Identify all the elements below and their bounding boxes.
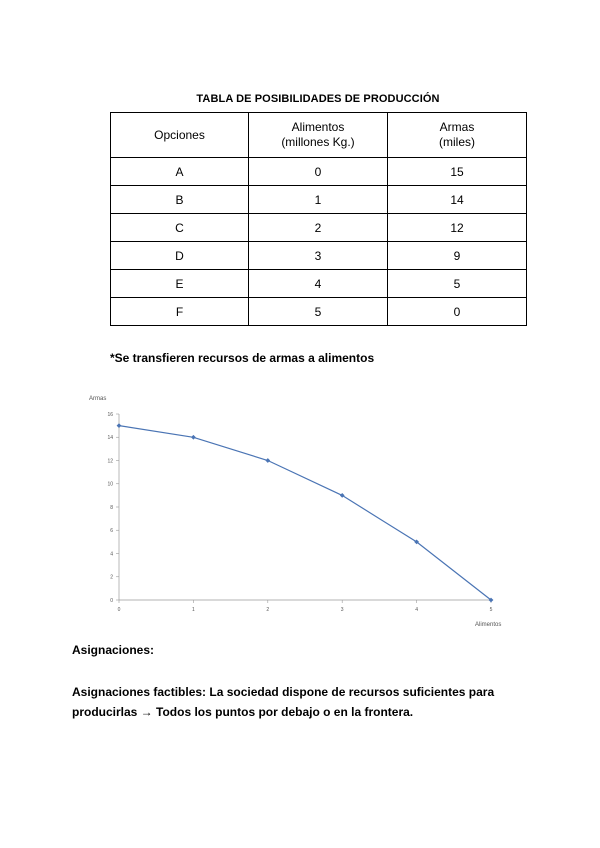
cell-alimentos: 0 — [249, 158, 388, 186]
production-possibilities-table — [110, 112, 527, 326]
section-heading: Asignaciones: — [72, 643, 155, 657]
x-tick-label: 0 — [117, 607, 121, 613]
cell-option: C — [111, 214, 249, 242]
header-opciones — [111, 113, 249, 158]
cell-alimentos: 3 — [249, 242, 388, 270]
y-tick-label: 0 — [110, 597, 113, 604]
x-tick-label: 4 — [415, 607, 418, 613]
table-row — [111, 298, 527, 326]
cell-alimentos: 5 — [249, 298, 388, 326]
y-tick-label: 4 — [110, 551, 113, 558]
table-row — [111, 242, 527, 270]
y-tick-label: 2 — [110, 574, 113, 581]
header-alimentos-label: Alimentos — [291, 120, 345, 134]
paragraph-line-1: Asignaciones factibles: La sociedad dispone de recursos suficientes para — [72, 685, 495, 699]
data-point — [117, 423, 122, 428]
header-armas-unit: (miles) — [439, 135, 475, 149]
transfer-note: *Se transfieren recursos de armas a alimentos — [110, 351, 375, 365]
cell-armas: 14 — [388, 186, 527, 214]
x-tick-label: 5 — [489, 607, 493, 613]
x-tick-label: 3 — [340, 607, 344, 613]
y-tick-label: 12 — [107, 458, 113, 465]
data-point — [265, 458, 270, 463]
header-armas — [388, 113, 527, 158]
table-header-row — [111, 113, 527, 158]
cell-option: D — [111, 242, 249, 270]
cell-option: F — [111, 298, 249, 326]
feasible-allocations-paragraph — [72, 682, 532, 722]
cell-armas: 0 — [388, 298, 527, 326]
table-title: TABLA DE POSIBILIDADES DE PRODUCCIÓN — [196, 93, 440, 105]
cell-armas: 15 — [388, 158, 527, 186]
header-alimentos — [249, 113, 388, 158]
cell-armas: 12 — [388, 214, 527, 242]
cell-option: B — [111, 186, 249, 214]
ppf-line-chart — [80, 390, 520, 635]
y-tick-label: 6 — [110, 528, 113, 535]
header-alimentos-unit: (millones Kg.) — [281, 135, 355, 149]
y-tick-label: 10 — [107, 481, 113, 488]
x-axis-title: Alimentos — [475, 622, 502, 628]
y-axis-title: Armas — [89, 396, 107, 402]
header-armas-label: Armas — [439, 120, 475, 134]
data-point — [191, 435, 196, 440]
cell-option: E — [111, 270, 249, 298]
table-row — [111, 186, 527, 214]
table-row — [111, 158, 527, 186]
cell-alimentos: 1 — [249, 186, 388, 214]
y-tick-label: 14 — [107, 435, 113, 442]
x-tick-label: 2 — [266, 607, 270, 613]
table-row — [111, 270, 527, 298]
table-row — [111, 214, 527, 242]
y-tick-label: 16 — [107, 411, 113, 418]
cell-armas: 9 — [388, 242, 527, 270]
x-axis — [118, 600, 493, 613]
series-line — [119, 426, 491, 600]
cell-option: A — [111, 158, 249, 186]
header-opciones-label: Opciones — [154, 127, 205, 142]
cell-alimentos: 2 — [249, 214, 388, 242]
paragraph-line-2: producirlas → Todos los puntos por debajo o en la frontera. — [72, 705, 414, 719]
y-axis — [107, 412, 119, 604]
x-tick-label: 1 — [192, 607, 195, 613]
ppf-series — [117, 423, 494, 602]
cell-armas: 5 — [388, 270, 527, 298]
cell-alimentos: 4 — [249, 270, 388, 298]
y-tick-label: 8 — [110, 504, 113, 511]
